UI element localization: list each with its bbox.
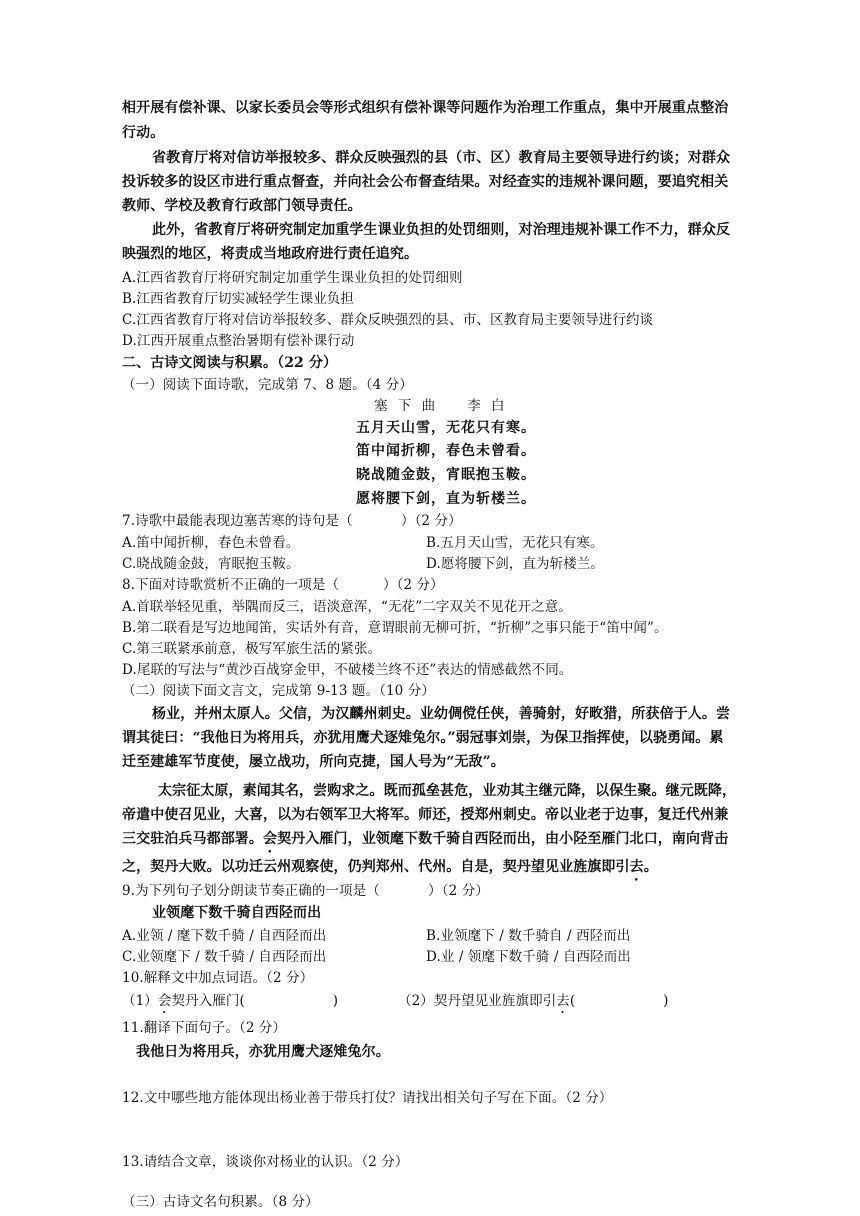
classical-text-line: 杨业，并州太原人。父信，为汉麟州刺史。业幼倜傥任侠，善骑射，好畋猎，所获倍于人。尝 (152, 706, 731, 722)
q8-option-d: D.尾联的写法与“黄沙百战穿金甲，不破楼兰终不还”表达的情感截然不同。 (122, 662, 573, 678)
passage-line: 教师、学校及教育行政部门领导责任。 (122, 198, 362, 214)
poem-line: 笛中闻折柳，春色未曾看。 (356, 443, 536, 459)
q9-option-d: D.业 / 领麾下数千骑 / 自西陉而出 (426, 949, 631, 965)
q6-option-d: D.江西开展重点整治暑期有偿补课行动 (122, 333, 355, 349)
q7-option-d: D.愿将腰下剑，直为斩楼兰。 (426, 556, 605, 572)
section-title: 二、古诗文阅读与积累。（22 分） (122, 355, 338, 371)
dotted-word-hui: 会 (263, 831, 278, 847)
poem-line: 愿将腰下剑，直为斩楼兰。 (356, 491, 536, 507)
classical-text-line: 三交驻泊兵马都部署。会契丹入雁门，业领麾下数千骑自西陉而出，由小陉至雁门北口，南向背击 (122, 831, 729, 847)
q11-stem: 11.翻译下面句子。（2 分） (122, 1020, 287, 1036)
part3-heading: （三）古诗文名句积累。（8 分） (122, 1194, 319, 1210)
poem-title: 塞 下 曲 李 白 (374, 398, 508, 414)
classical-text-line: 迁至建雄军节度使，屡立战功，所向克捷，国人号为“无敌”。 (122, 754, 505, 770)
poem-line: 晓战随金鼓，宵眠抱玉鞍。 (356, 467, 536, 483)
part1-heading: （一）阅读下面诗歌，完成第 7、8 题。（4 分） (122, 377, 413, 393)
q13-stem: 13.请结合文章，谈谈你对杨业的认识。（2 分） (122, 1154, 409, 1170)
q9-sentence: 业领麾下数千骑自西陉而出 (152, 905, 322, 921)
q11-sentence: 我他日为将用兵，亦犹用鹰犬逐雉兔尔。 (136, 1044, 390, 1060)
q12-stem: 12.文中哪些地方能体现出杨业善于带兵打仗？请找出相关句子写在下面。（2 分） (122, 1090, 613, 1106)
q7-option-a: A.笛中闻折柳，春色未曾看。 (122, 535, 300, 551)
classical-text-line: 太宗征太原，素闻其名，尝购求之。既而孤垒甚危，业劝其主继元降，以保生聚。继元既降， (158, 783, 737, 799)
classical-text-line: 帝遣中使召见业，大喜，以为右领军卫大将军。师还，授郑州刺史。帝以业老于边事，复迁代州兼 (122, 807, 729, 823)
q7-option-c: C.晓战随金鼓，宵眠抱玉鞍。 (122, 556, 300, 572)
passage-line: 映强烈的地区，将责成当地政府进行责任追究。 (122, 246, 419, 262)
q10-item-2: （2）契丹望见业旌旗即引去( ) (398, 993, 669, 1009)
passage-line: 省教育厅将对信访举报较多、群众反映强烈的县（市、区）教育局主要领导进行约谈；对群众 (152, 150, 731, 166)
dotted-word-qu: 去 (556, 993, 570, 1009)
q8-stem: 8.下面对诗歌赏析不正确的一项是（ ）（2 分） (122, 577, 444, 593)
q8-option-c: C.第三联紧承前意，极写军旅生活的紧张。 (122, 641, 382, 657)
q6-option-c: C.江西省教育厅将对信访举报较多、群众反映强烈的县、市、区教育局主要领导进行约谈 (122, 312, 654, 328)
q9-option-c: C.业领麾下 / 数千骑 / 自西陉而出 (122, 949, 327, 965)
q6-option-b: B.江西省教育厅切实减轻学生课业负担 (122, 291, 355, 307)
q9-option-a: A.业领 / 麾下数千骑 / 自西陉而出 (122, 928, 327, 944)
q8-option-a: A.首联举轻见重，举隅而反三，语淡意浑，“无花”二字双关不见花开之意。 (122, 599, 572, 615)
passage-line: 投诉较多的设区市进行重点督查，并向社会公布督查结果。对经查实的违规补课问题，要追究相关 (122, 174, 729, 190)
poem-line: 五月天山雪，无花只有寒。 (356, 420, 536, 436)
q9-stem: 9.为下列句子划分朗读节奏正确的一项是（ ）（2 分） (122, 883, 489, 899)
passage-line: 行动。 (122, 125, 165, 141)
passage-line: 此外，省教育厅将研究制定加重学生课业负担的处罚细则，对治理违规补课工作不力，群众反 (152, 222, 731, 238)
q8-option-b: B.第二联看是写边地闻笛，实话外有音，意谓眼前无柳可折，“折柳”之事只能于“笛中闻”。 (122, 620, 668, 636)
passage-line: 相开展有偿补课、以家长委员会等形式组织有偿补课等问题作为治理工作重点，集中开展重点整治 (122, 100, 729, 116)
q7-stem: 7.诗歌中最能表现边塞苦寒的诗句是（ ）（2 分） (122, 513, 462, 529)
q10-item-1: （1）会契丹入雁门( ) (122, 993, 339, 1009)
dotted-word-qu: 去 (629, 859, 644, 875)
classical-text-line: 之，契丹大败。以功迁云州观察使，仍判郑州、代州。自是，契丹望见业旌旗即引去。 (122, 859, 658, 875)
classical-text-line: 谓其徒曰：“我他日为将用兵，亦犹用鹰犬逐雉兔尔。”弱冠事刘崇，为保卫指挥使，以骁勇闻。累 (122, 730, 724, 746)
dotted-word-hui: 会 (157, 993, 172, 1009)
q10-stem: 10.解释文中加点词语。（2 分） (122, 970, 314, 986)
part2-heading: （二）阅读下面文言文，完成第 9-13 题。（10 分） (122, 683, 435, 699)
q9-option-b: B.业领麾下 / 数千骑自 / 西陉而出 (426, 928, 631, 944)
q7-option-b: B.五月天山雪，无花只有寒。 (426, 535, 604, 551)
q6-option-a: A.江西省教育厅将研究制定加重学生课业负担的处罚细则 (122, 270, 463, 286)
